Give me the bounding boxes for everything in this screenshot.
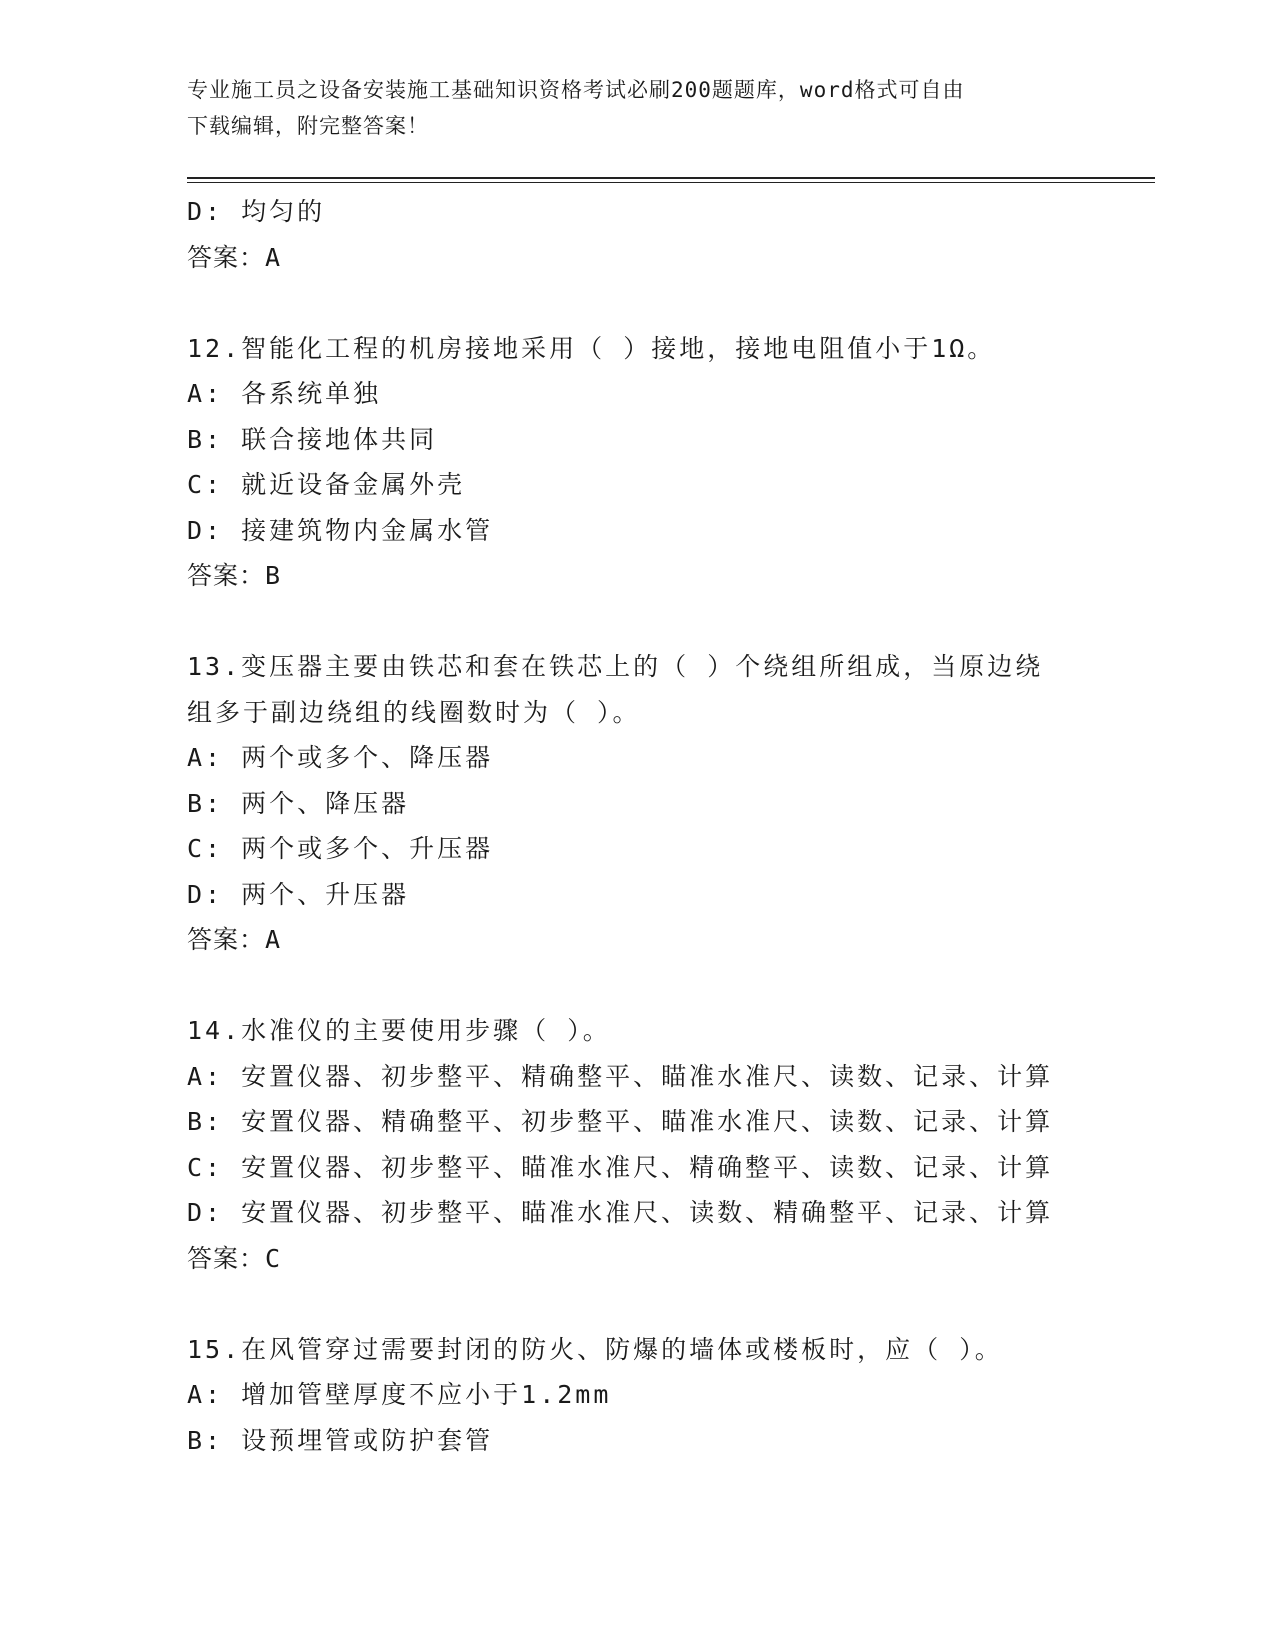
prev-answer: 答案：A: [187, 242, 282, 272]
option-a: A: 各系统单独: [187, 379, 382, 408]
option-a: A: 增加管壁厚度不应小于1.2mm: [187, 1380, 612, 1409]
question-stem: 14.水准仪的主要使用步骤（ ）。: [187, 1016, 611, 1045]
question-12: [187, 326, 1087, 599]
option-c: C: 就近设备金属外壳: [187, 470, 466, 499]
question-stem: 15.在风管穿过需要封闭的防火、防爆的墙体或楼板时，应（ ）。: [187, 1334, 1003, 1364]
prev-option-d: D: 均匀的: [187, 197, 326, 226]
option-c: C: 两个或多个、升压器: [187, 834, 494, 863]
question-stem: 12.智能化工程的机房接地采用（ ）接地，接地电阻值小于1Ω。: [187, 333, 996, 363]
header-line-2: 下载编辑，附完整答案！: [187, 114, 429, 138]
option-b: B: 两个、降压器: [187, 788, 410, 818]
question-13: [187, 644, 1087, 963]
header-rule-thick: [187, 177, 1155, 179]
option-b: B: 安置仪器、精确整平、初步整平、瞄准水准尺、读数、记录、计算: [187, 1107, 1054, 1136]
question-stem-cont: 组多于副边绕组的线圈数时为（ ）。: [187, 697, 641, 727]
question-15: [187, 1327, 1087, 1464]
option-b: B: 设预埋管或防护套管: [187, 1425, 494, 1455]
option-d: D: 安置仪器、初步整平、瞄准水准尺、读数、精确整平、记录、计算: [187, 1198, 1054, 1227]
option-b: B: 联合接地体共同: [187, 424, 438, 454]
question-14: [187, 1008, 1087, 1281]
option-d: D: 接建筑物内金属水管: [187, 515, 494, 545]
header-rule-thin: [187, 182, 1155, 183]
question-stem: 13.变压器主要由铁芯和套在铁芯上的（ ）个绕组所组成，当原边绕: [187, 652, 1044, 681]
header-line-1: 专业施工员之设备安装施工基础知识资格考试必刷200题题库，word格式可自由: [187, 78, 965, 102]
option-a: A: 两个或多个、降压器: [187, 743, 494, 772]
answer: 答案：A: [187, 925, 282, 954]
question-content: [187, 189, 1087, 1463]
document-header: [187, 72, 1087, 144]
answer: 答案：B: [187, 561, 282, 590]
option-a: A: 安置仪器、初步整平、精确整平、瞄准水准尺、读数、记录、计算: [187, 1061, 1054, 1091]
answer: 答案：C: [187, 1243, 282, 1273]
option-d: D: 两个、升压器: [187, 879, 410, 909]
option-c: C: 安置仪器、初步整平、瞄准水准尺、精确整平、读数、记录、计算: [187, 1152, 1054, 1182]
